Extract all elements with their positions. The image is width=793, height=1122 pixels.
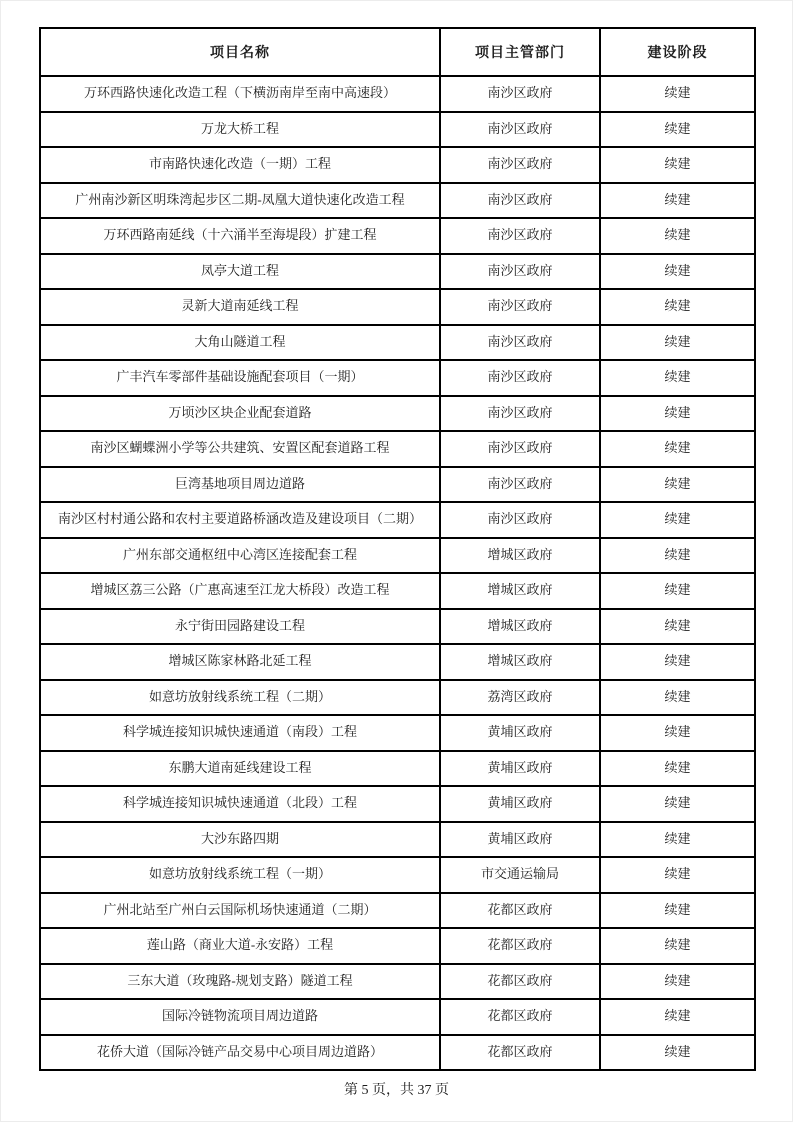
- project-name-cell: 大沙东路四期: [40, 822, 440, 858]
- department-cell: 市交通运输局: [440, 857, 600, 893]
- stage-cell: 续建: [600, 467, 755, 503]
- projects-table: [39, 27, 756, 1071]
- department-cell: 南沙区政府: [440, 183, 600, 219]
- table-row: [40, 289, 755, 325]
- stage-cell: 续建: [600, 254, 755, 290]
- project-name-cell: 科学城连接知识城快速通道（南段）工程: [40, 715, 440, 751]
- table-row: [40, 325, 755, 361]
- project-name-cell: 增城区陈家林路北延工程: [40, 644, 440, 680]
- project-name-cell: 广州东部交通枢纽中心湾区连接配套工程: [40, 538, 440, 574]
- stage-cell: 续建: [600, 396, 755, 432]
- table-row: [40, 644, 755, 680]
- stage-cell: 续建: [600, 147, 755, 183]
- project-name-cell: 凤亭大道工程: [40, 254, 440, 290]
- project-name-cell: 花侨大道（国际冷链产品交易中心项目周边道路）: [40, 1035, 440, 1071]
- table-row: [40, 928, 755, 964]
- stage-cell: 续建: [600, 431, 755, 467]
- table-row: [40, 822, 755, 858]
- department-cell: 南沙区政府: [440, 254, 600, 290]
- department-cell: 增城区政府: [440, 609, 600, 645]
- stage-cell: 续建: [600, 609, 755, 645]
- stage-cell: 续建: [600, 644, 755, 680]
- project-name-cell: 如意坊放射线系统工程（一期）: [40, 857, 440, 893]
- stage-cell: 续建: [600, 538, 755, 574]
- department-cell: 增城区政府: [440, 573, 600, 609]
- project-name-cell: 科学城连接知识城快速通道（北段）工程: [40, 786, 440, 822]
- department-cell: 南沙区政府: [440, 502, 600, 538]
- department-cell: 南沙区政府: [440, 325, 600, 361]
- stage-cell: 续建: [600, 786, 755, 822]
- stage-cell: 续建: [600, 573, 755, 609]
- project-name-cell: 广州北站至广州白云国际机场快速通道（二期）: [40, 893, 440, 929]
- table-row: [40, 609, 755, 645]
- table-row: [40, 396, 755, 432]
- table-row: [40, 254, 755, 290]
- project-name-cell: 大角山隧道工程: [40, 325, 440, 361]
- table-row: [40, 431, 755, 467]
- project-name-cell: 南沙区村村通公路和农村主要道路桥涵改造及建设项目（二期）: [40, 502, 440, 538]
- table-row: [40, 857, 755, 893]
- stage-cell: 续建: [600, 715, 755, 751]
- table-row: [40, 1035, 755, 1071]
- table-row: [40, 502, 755, 538]
- department-cell: 黄埔区政府: [440, 822, 600, 858]
- department-cell: 花都区政府: [440, 1035, 600, 1071]
- table-row: [40, 893, 755, 929]
- table-row: [40, 112, 755, 148]
- table-row: [40, 218, 755, 254]
- department-cell: 荔湾区政府: [440, 680, 600, 716]
- department-cell: 花都区政府: [440, 928, 600, 964]
- stage-cell: 续建: [600, 928, 755, 964]
- table-header-row: [40, 28, 755, 76]
- department-cell: 黄埔区政府: [440, 786, 600, 822]
- table-row: [40, 680, 755, 716]
- stage-cell: 续建: [600, 76, 755, 112]
- project-name-cell: 巨湾基地项目周边道路: [40, 467, 440, 503]
- stage-cell: 续建: [600, 502, 755, 538]
- table-row: [40, 467, 755, 503]
- project-name-cell: 万龙大桥工程: [40, 112, 440, 148]
- department-cell: 增城区政府: [440, 538, 600, 574]
- department-cell: 南沙区政府: [440, 431, 600, 467]
- stage-cell: 续建: [600, 218, 755, 254]
- table-row: [40, 999, 755, 1035]
- project-name-cell: 万环西路快速化改造工程（下横沥南岸至南中高速段）: [40, 76, 440, 112]
- stage-cell: 续建: [600, 893, 755, 929]
- project-name-cell: 如意坊放射线系统工程（二期）: [40, 680, 440, 716]
- stage-cell: 续建: [600, 112, 755, 148]
- stage-cell: 续建: [600, 999, 755, 1035]
- table-row: [40, 751, 755, 787]
- table-row: [40, 573, 755, 609]
- project-name-cell: 广丰汽车零部件基础设施配套项目（一期）: [40, 360, 440, 396]
- stage-cell: 续建: [600, 289, 755, 325]
- department-cell: 南沙区政府: [440, 396, 600, 432]
- project-name-cell: 三东大道（玫瑰路-规划支路）隧道工程: [40, 964, 440, 1000]
- stage-cell: 续建: [600, 857, 755, 893]
- project-name-cell: 南沙区蝴蝶洲小学等公共建筑、安置区配套道路工程: [40, 431, 440, 467]
- department-cell: 南沙区政府: [440, 467, 600, 503]
- table-row: [40, 183, 755, 219]
- project-name-cell: 灵新大道南延线工程: [40, 289, 440, 325]
- stage-cell: 续建: [600, 822, 755, 858]
- table-row: [40, 360, 755, 396]
- stage-cell: 续建: [600, 1035, 755, 1071]
- stage-cell: 续建: [600, 680, 755, 716]
- department-cell: 南沙区政府: [440, 76, 600, 112]
- stage-cell: 续建: [600, 360, 755, 396]
- table-row: [40, 538, 755, 574]
- stage-cell: 续建: [600, 964, 755, 1000]
- department-cell: 黄埔区政府: [440, 715, 600, 751]
- department-cell: 花都区政府: [440, 964, 600, 1000]
- table-row: [40, 715, 755, 751]
- department-cell: 花都区政府: [440, 893, 600, 929]
- project-name-cell: 东鹏大道南延线建设工程: [40, 751, 440, 787]
- project-name-cell: 莲山路（商业大道-永安路）工程: [40, 928, 440, 964]
- department-cell: 南沙区政府: [440, 360, 600, 396]
- department-cell: 花都区政府: [440, 999, 600, 1035]
- department-cell: 南沙区政府: [440, 147, 600, 183]
- table-row: [40, 76, 755, 112]
- department-cell: 南沙区政府: [440, 289, 600, 325]
- project-name-cell: 广州南沙新区明珠湾起步区二期-凤凰大道快速化改造工程: [40, 183, 440, 219]
- project-name-cell: 市南路快速化改造（一期）工程: [40, 147, 440, 183]
- column-header-department: 项目主管部门: [440, 28, 600, 76]
- page-number: 第 5 页，共 37 页: [344, 1083, 449, 1098]
- project-name-cell: 永宁街田园路建设工程: [40, 609, 440, 645]
- table-body: [40, 76, 755, 1070]
- department-cell: 黄埔区政府: [440, 751, 600, 787]
- table-row: [40, 786, 755, 822]
- department-cell: 南沙区政府: [440, 112, 600, 148]
- department-cell: 增城区政府: [440, 644, 600, 680]
- column-header-project-name: 项目名称: [40, 28, 440, 76]
- department-cell: 南沙区政府: [440, 218, 600, 254]
- column-header-stage: 建设阶段: [600, 28, 755, 76]
- project-name-cell: 万环西路南延线（十六涌半至海堤段）扩建工程: [40, 218, 440, 254]
- stage-cell: 续建: [600, 325, 755, 361]
- project-name-cell: 万顷沙区块企业配套道路: [40, 396, 440, 432]
- stage-cell: 续建: [600, 183, 755, 219]
- stage-cell: 续建: [600, 751, 755, 787]
- project-name-cell: 增城区荔三公路（广惠高速至江龙大桥段）改造工程: [40, 573, 440, 609]
- project-name-cell: 国际冷链物流项目周边道路: [40, 999, 440, 1035]
- table-row: [40, 964, 755, 1000]
- table-row: [40, 147, 755, 183]
